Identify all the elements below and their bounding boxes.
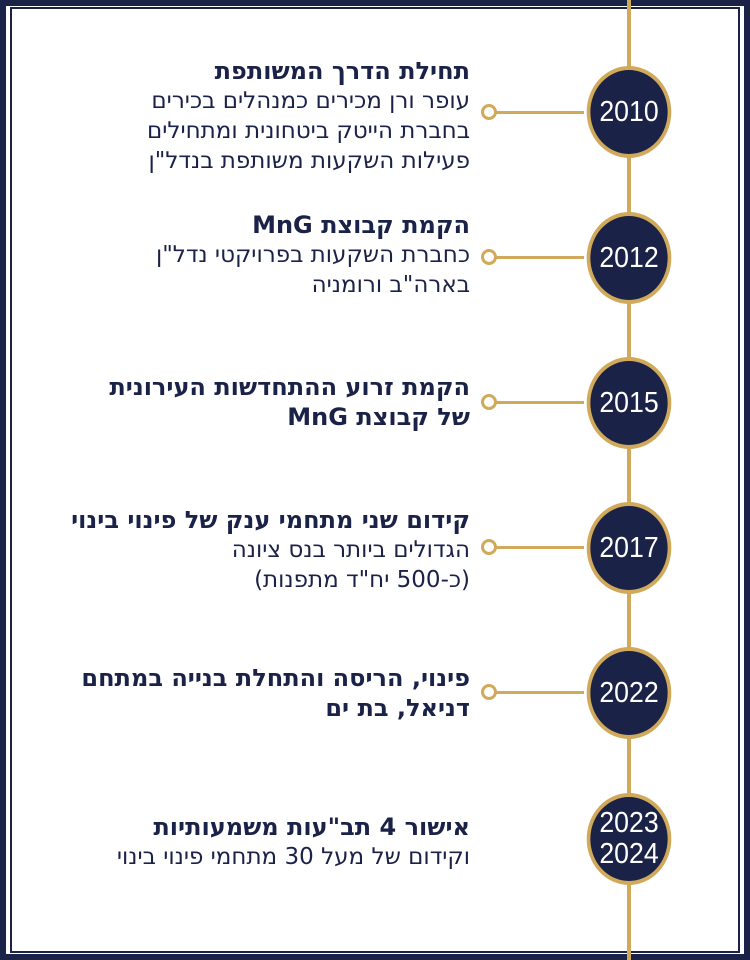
connector-line [484,111,584,114]
entry-title: קידום שני מתחמי ענק של פינוי בינוי [71,506,470,534]
year-label: 2010 [599,96,659,128]
connector-line [484,546,584,549]
year-label: 2012 [599,242,659,274]
connector-dot [481,684,497,700]
entry-line: (כ-500 יח"ד מתפנות) [254,567,470,593]
year-badge [587,357,672,449]
year-badge [587,793,672,885]
connector-dot [481,394,497,410]
entry-text [117,812,470,872]
connector-line [484,401,584,404]
entry-line: כחברת השקעות בפרויקטי נדל"ן [155,242,470,268]
entry-line: וקידום של מעל 30 מתחמי פינוי בינוי [116,844,470,870]
connector-dot [481,104,497,120]
entry-line: בחברת הייטק ביטחונית ומתחילים [147,118,470,144]
entry-title: הקמת זרוע ההתחדשות העירונית [109,373,470,401]
entry-line: עופר ורן מכירים כמנהלים בכירים [151,88,470,114]
year-label: 2017 [599,532,659,564]
entry-text [156,210,470,300]
entry-title: פינוי, הריסה והתחלת בנייה במתחם [81,664,470,692]
year-badge [587,502,672,594]
year-badge [587,66,672,158]
year-badge [587,212,672,304]
connector-line [484,256,584,259]
entry-title: תחילת הדרך המשותפת [214,57,470,85]
year-label-line2: 2024 [599,838,659,870]
entry-text [147,56,470,176]
entry-title: אישור 4 תב"עות משמעותיות [153,813,470,841]
year-label: 2023 [599,807,659,839]
year-badge [587,647,672,739]
year-label: 2022 [599,677,659,709]
connector-dot [481,539,497,555]
entry-text [71,505,470,595]
entry-title-line2: של קבוצת MnG [287,403,470,431]
year-label: 2015 [599,387,659,419]
entry-title: הקמת קבוצת MnG [252,211,470,239]
entry-line: בארה"ב ורומניה [311,272,470,298]
connector-dot [481,249,497,265]
entry-text [81,663,470,723]
entry-line: פעילות השקעות משותפת בנדל"ן [148,148,470,174]
entry-title-line2: דניאל, בת ים [325,694,470,722]
entry-line: הגדולים ביותר בנס ציונה [231,537,470,563]
connector-line [484,691,584,694]
entry-text [109,372,470,432]
